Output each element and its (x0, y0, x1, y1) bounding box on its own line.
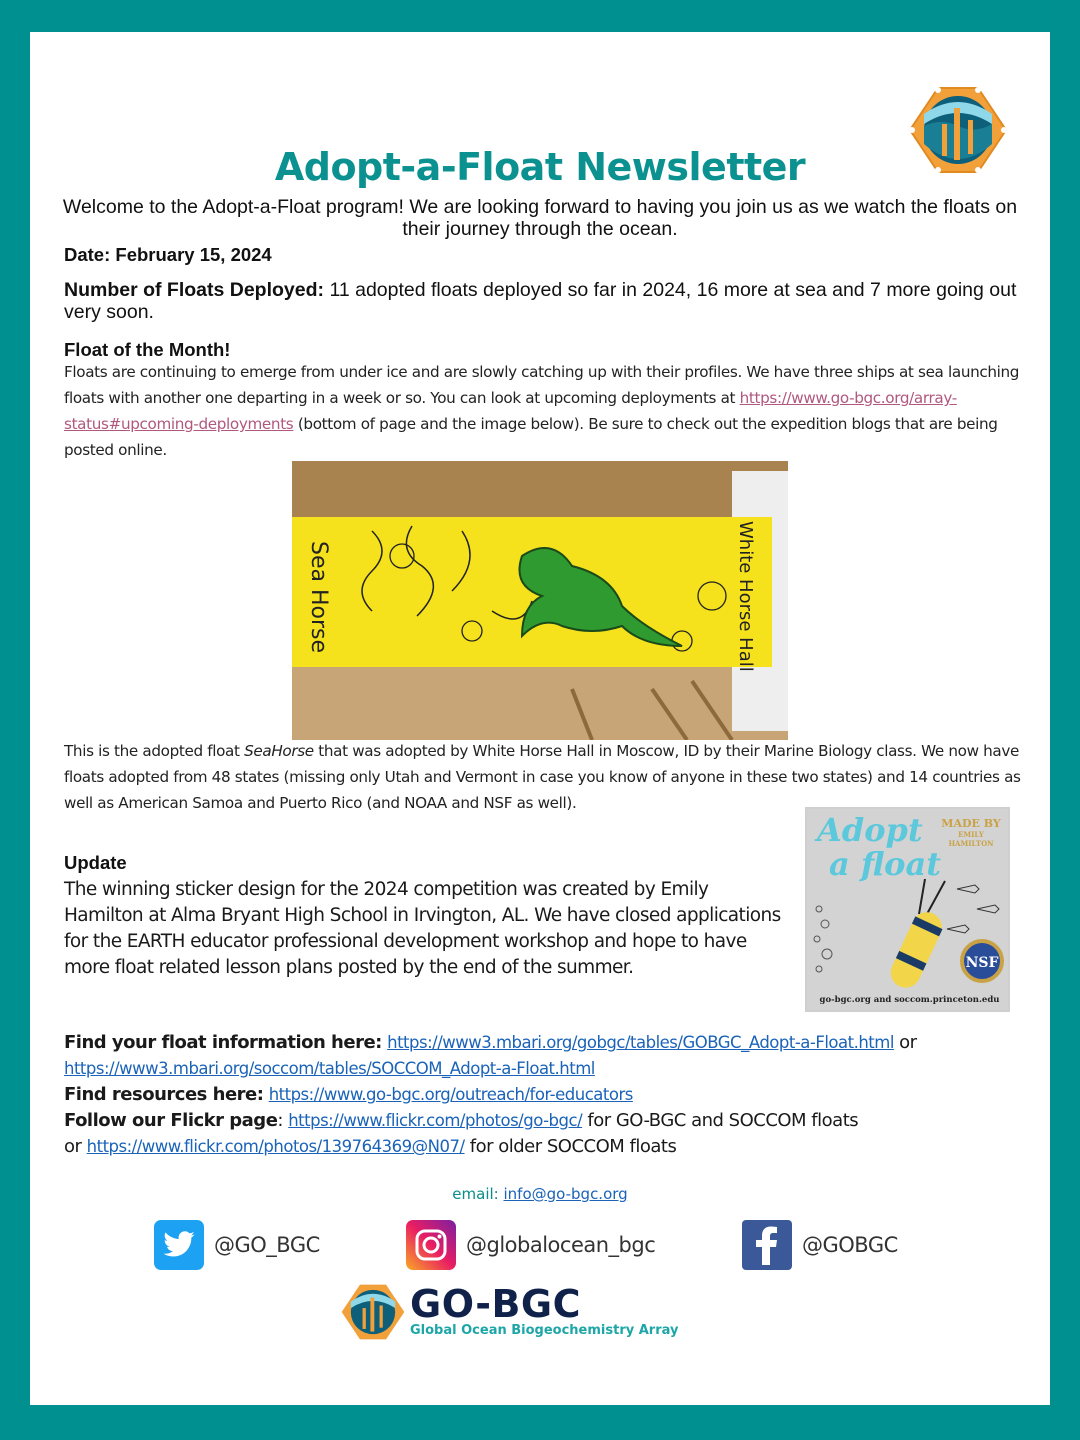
instagram-handle-text: @globalocean_bgc (466, 1233, 656, 1257)
upcoming-deployments-link[interactable]: https://www.go-bgc.org/array-status#upcoming-deployments (64, 389, 957, 433)
resource-links (64, 1030, 1034, 1160)
made-by-name: EMILY HAMILTON (948, 830, 994, 848)
seahorse-float-photo (292, 461, 788, 740)
resources-label: Find resources here: (64, 1084, 264, 1105)
caption-float-name: SeaHorse (244, 742, 314, 760)
flickr-label: Follow our Flickr page (64, 1110, 278, 1131)
float-info-label: Find your float information here: (64, 1032, 382, 1053)
contact-email (30, 1185, 1050, 1203)
educators-link[interactable]: https://www.go-bgc.org/outreach/for-educators (268, 1085, 633, 1104)
floats-deployed-text: 11 adopted floats deployed so far in 2024, 16 more at sea and 7 more going out very soon. (64, 279, 1017, 323)
or-text: or (64, 1136, 87, 1157)
month-text-part: Floats are continuing to emerge from under ice and are slowly catching up with their profiles. We have three ships at sea launching floats with another one departing in a week or so. You can look at upcoming deployments at (64, 363, 1020, 407)
float-of-month-heading: Float of the Month! (64, 339, 231, 360)
sticker-title-line2: a float (829, 845, 941, 883)
or-text: or (893, 1032, 917, 1053)
photo-left-text: Sea Horse (306, 541, 331, 654)
flickr-row (64, 1108, 1034, 1134)
sticker-footer: go-bgc.org and soccom.princeton.edu (819, 995, 1000, 1005)
welcome-text: Welcome to the Adopt-a-Float program! We are looking forward to having you join us as we watch the floats on their journey through the ocean. (62, 196, 1018, 240)
float-info-row (64, 1030, 1034, 1056)
newsletter-date: Date: February 15, 2024 (64, 244, 272, 265)
brand-name: GO-BGC (410, 1282, 582, 1326)
twitter-icon (154, 1220, 204, 1270)
twitter-handle-text: @GO_BGC (214, 1233, 320, 1257)
go-bgc-brand-logo-icon (340, 1282, 406, 1342)
flickr-gobgc-link[interactable]: https://www.flickr.com/photos/go-bgc/ (288, 1111, 583, 1130)
sticker-made-by (935, 817, 1007, 848)
float-of-month-text (64, 359, 1024, 463)
facebook-handle-text: @GOBGC (802, 1233, 898, 1257)
instagram-handle[interactable] (406, 1219, 655, 1271)
soccom-adopt-link[interactable]: https://www3.mbari.org/soccom/tables/SOCCOM_Adopt-a-Float.html (64, 1059, 595, 1078)
go-bgc-brand (340, 1282, 678, 1342)
brand-text (410, 1282, 679, 1339)
brand-tagline: Global Ocean Biogeochemistry Array (410, 1323, 679, 1338)
twitter-handle[interactable] (154, 1219, 320, 1271)
facebook-handle[interactable] (742, 1219, 898, 1271)
caption-part: This is the adopted float (64, 742, 245, 760)
sticker-title-line1: Adopt (817, 811, 923, 849)
float-info-row-2 (64, 1056, 1034, 1082)
floats-deployed (64, 279, 1024, 323)
month-text-part: (bottom of page and the image below). Be sure to check out the expedition blogs that are being posted online. (64, 415, 998, 459)
gobgc-adopt-link[interactable]: https://www3.mbari.org/gobgc/tables/GOBGC_Adopt-a-Float.html (387, 1033, 894, 1052)
sticker-image (805, 807, 1010, 1012)
update-heading: Update (64, 852, 127, 873)
flickr-row-2 (64, 1134, 1034, 1160)
photo-caption (64, 738, 1024, 816)
flickr-soccom-link[interactable]: https://www.flickr.com/photos/139764369@N07/ (86, 1137, 465, 1156)
update-text: The winning sticker design for the 2024 competition was created by Emily Hamilton at Alma Bryant High School in Irvington, AL. We have closed applications for the EARTH educator professional development workshop and hope to have more float related lesson plans posted by the end of the summer. (64, 879, 781, 978)
float-illustration-icon (807, 869, 1010, 989)
facebook-icon (742, 1220, 792, 1270)
newsletter-page (30, 32, 1050, 1405)
made-by-label: MADE BY (941, 817, 1001, 830)
email-label: email: (452, 1185, 504, 1203)
caption-part: that was adopted by White Horse Hall in Moscow, ID by their Marine Biology class. We now have floats adopted from 48 states (missing only Utah and Vermont in case you know of anyone in these two states) and 14 countries as well as American Samoa and Puerto Rico (and NOAA and NSF as well). (64, 742, 1021, 812)
photo-right-text: White Horse Hall (735, 521, 756, 672)
resources-row (64, 1082, 1034, 1108)
email-link[interactable]: info@go-bgc.org (503, 1185, 628, 1203)
flickr-text: for GO-BGC and SOCCOM floats (582, 1110, 859, 1131)
floats-deployed-label: Number of Floats Deployed: (64, 279, 325, 301)
colon: : (277, 1110, 289, 1131)
flickr-text: for older SOCCOM floats (464, 1136, 677, 1157)
nsf-logo-text: NSF (965, 955, 999, 971)
instagram-icon (406, 1220, 456, 1270)
page-title: Adopt-a-Float Newsletter (274, 145, 806, 189)
